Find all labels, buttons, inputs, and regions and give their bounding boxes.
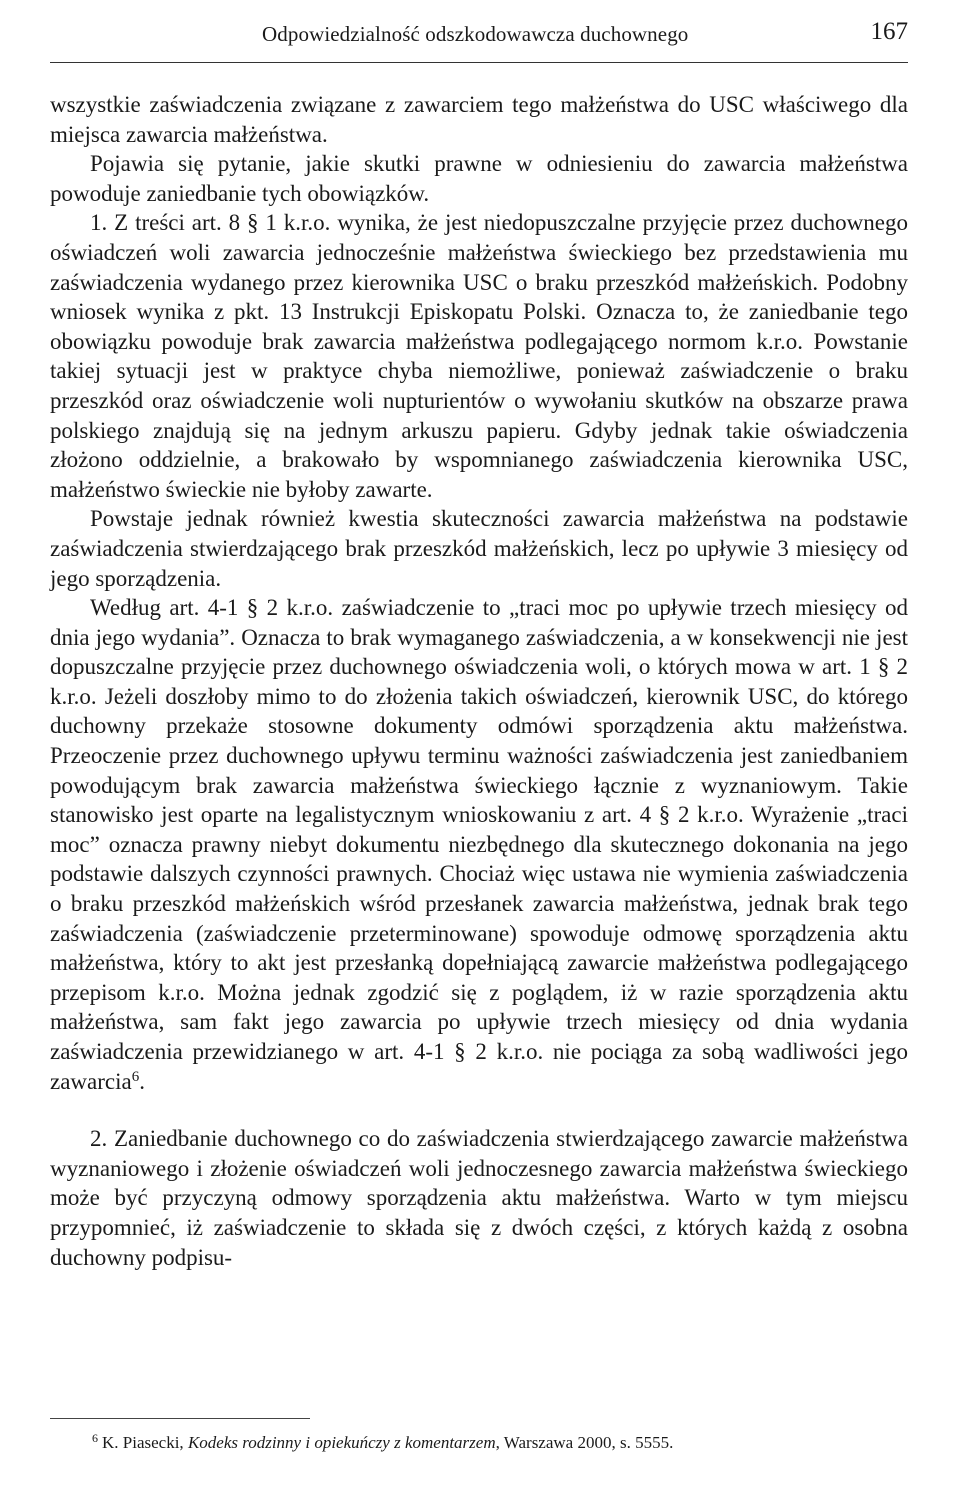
body-text [50,90,908,1272]
footnote-marker: 6 [92,1431,98,1445]
paragraph-continuation: wszystkie zaświadczenia związane z zawarciem tego małżeństwa do USC właściwego dla miejsca zawarcia małżeństwa. [50,92,908,147]
footnote-author: K. Piasecki, [102,1433,184,1452]
header-rule [50,62,908,63]
footnote-title: Kodeks rodzinny i opiekuńczy z komentarzem [187,1433,496,1452]
footnote [92,1432,673,1454]
paragraph-point-1: 1. Z treści art. 8 § 1 k.r.o. wynika, że jest niedopuszczalne przyjęcie przez duchownego oświadczeń woli zawarcia jednocześnie małżeństwa świeckiego bez przedstawienia mu zaświadczenia wydanego przez kierownika USC o braku przeszkód małżeńskich. Podobny wniosek wynika z pkt. 13 Instrukcji Episkopatu Polski. Oznacza to, że zaniedbanie tego obowiązku powoduje brak zawarcia małżeństwa podlegającego normom k.r.o. Powstanie takiej sytuacji jest w praktyce chyba niemożliwe, ponieważ zaświadczenie o braku przeszkód oraz oświadczenie woli nupturientów o wywołaniu skutków na obszarze prawa polskiego znajdują się na jednym arkuszu papieru. Gdyby jednak takie oświadczenia złożono oddzielnie, a brakowało by wspomnianego zaświadczenia kierownika USC, małżeństwo świeckie nie byłoby zawarte. [50,210,908,502]
running-title: Odpowiedzialność odszkodowawcza duchownego [262,22,689,46]
paragraph-art-4-1 [50,593,908,1096]
footnote-rule [50,1418,310,1419]
paragraph-question: Pojawia się pytanie, jakie skutki prawne w odniesieniu do zawarcia małżeństwa powoduje zaniedbanie tych obowiązków. [50,151,908,206]
paragraph-end-punctuation: . [139,1068,145,1094]
page-number: 167 [870,18,908,45]
paragraph-point-2: 2. Zaniedbanie duchownego co do zaświadczenia stwierdzającego zawarcie małżeństwa wyznaniowego i złożenie oświadczeń woli jednoczesnego zawarcia małżeństwa świeckiego może być przyczyną odmowy sporządzenia aktu małżeństwa. Warto w tym miejscu przypomnieć, iż zaświadczenie to składa się z dwóch części, z których każdą z osobna duchowny podpisu- [50,1126,908,1270]
footnote-publication: , Warszawa 2000, s. 5555. [495,1433,674,1452]
paragraph-validity-question: Powstaje jednak również kwestia skuteczności zawarcia małżeństwa na podstawie zaświadczenia stwierdzającego brak przeszkód małżeńskich, lecz po upływie 3 miesięcy od jego sporządzenia. [50,506,908,591]
paragraph-art-4-1-text: Według art. 4-1 § 2 k.r.o. zaświadczenie to „traci moc po upływie trzech miesięcy od dnia jego wydania”. Oznacza to brak wymaganego zaświadczenia, a w konsekwencji nie jest dopuszczalne przyjęcie przez duchownego oświadczenia woli, o których mowa w art. 1 § 2 k.r.o. Jeżeli doszłoby mimo to do złożenia takich oświadczeń, kierownik USC, do którego duchowny przekaże stosowne dokumenty odmówi sporządzenia aktu małżeństwa. Przeoczenie przez duchownego upływu terminu ważności zaświadczenia jest zaniedbaniem powodującym brak zawarcia małżeństwa świeckiego łącznie z wyznaniowym. Takie stanowisko jest oparte na legalistycznym wnioskowaniu z art. 4 § 2 k.r.o. Wyrażenie „traci moc” oznacza prawny niebyt dokumentu niezbędnego dla skutecznego dokonania na jego podstawie dalszych czynności prawnych. Chociaż więc ustawa nie wymienia zaświadczenia o braku przeszkód małżeńskich wśród przesłanek zawarcia małżeństwa, jednak brak tego zaświadczenia (zaświadczenie przeterminowane) spowoduje odmowę sporządzenia aktu małżeństwa, który to akt jest przesłanką dopełniającą zawarcie małżeństwa podlegającego przepisom k.r.o. Można jednak zgodzić się z poglądem, iż w razie sporządzenia aktu małżeństwa, sam fakt jego zawarcia po upływie trzech miesięcy od dnia wydania zaświadczenia przewidzianego w art. 4-1 § 2 k.r.o. nie pociąga za sobą wadliwości jego zawarcia [50,595,908,1094]
footnote-reference[interactable]: 6 [131,1068,140,1085]
